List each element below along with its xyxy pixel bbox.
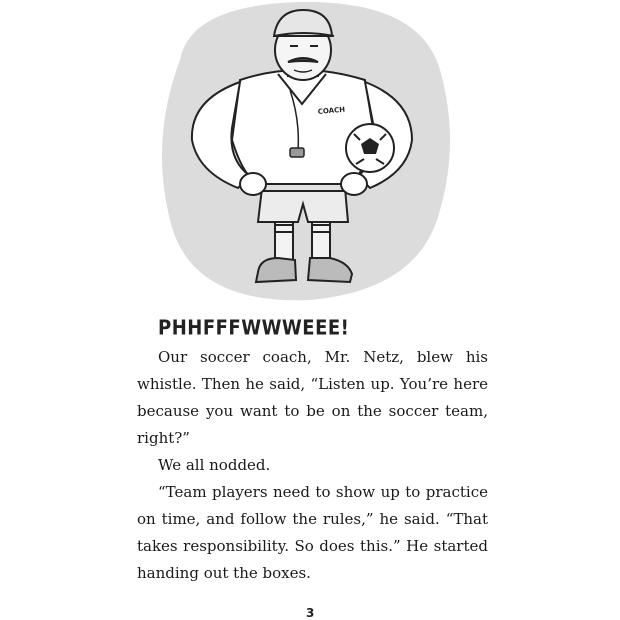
shirt-label: COACH	[317, 105, 346, 116]
coach-illustration	[150, 0, 460, 305]
paragraph-text: We all nodded.	[158, 456, 271, 474]
whistle-icon	[290, 148, 304, 157]
right-fist	[341, 173, 367, 195]
paragraph-text: “Team players need to show up to practice on time, and follow the rules,” he said. “That takes responsibility. So does this.” He started handing out the boxes.	[137, 483, 488, 582]
sound-effect-heading: PHHFFFWWWEEE!	[158, 316, 350, 341]
paragraph-text: Our soccer coach, Mr. Netz, blew his whistle. Then he said, “Listen up. You’re here because you want to be on the soccer team, right?”	[137, 348, 488, 447]
paragraph-3	[137, 479, 488, 587]
soccer-ball-icon	[346, 124, 394, 172]
page-number: 3	[306, 606, 315, 620]
torso	[232, 70, 375, 184]
paragraph-2	[137, 452, 488, 479]
left-fist	[240, 173, 266, 195]
paragraph-1	[137, 344, 488, 452]
